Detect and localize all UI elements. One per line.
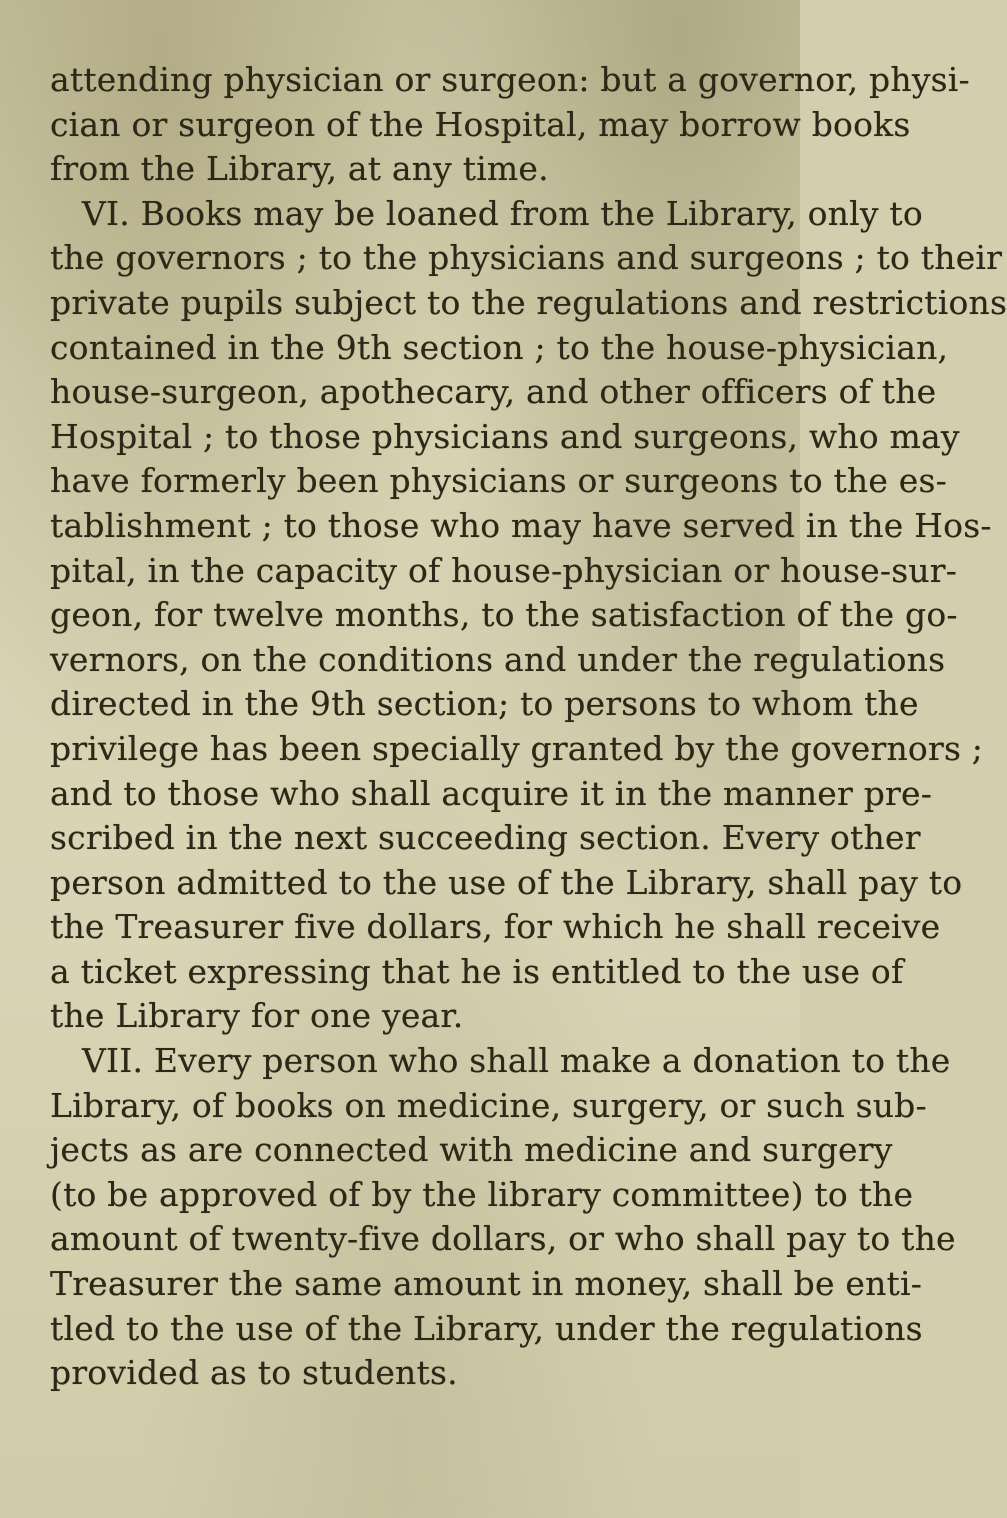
text-line: pital, in the capacity of house-physician or house-sur-	[50, 550, 958, 590]
text-line: the governors ; to the physicians and surgeons ; to their	[50, 238, 1003, 278]
text-line: cian or surgeon of the Hospital, may borrow books	[50, 104, 911, 144]
text-line: the Library for one year.	[50, 996, 464, 1036]
text-line: directed in the 9th section; to persons to whom the	[50, 684, 919, 724]
text-line: jects as are connected with medicine and surgery	[50, 1130, 893, 1170]
text-line: Library, of books on medicine, surgery, or such sub-	[50, 1085, 927, 1125]
text-line: private pupils subject to the regulations and restrictions	[50, 282, 1007, 322]
text-line: provided as to students.	[50, 1353, 458, 1393]
text-line: house-surgeon, apothecary, and other officers of the	[50, 372, 937, 412]
text-line: tled to the use of the Library, under the regulations	[50, 1308, 923, 1348]
section-vi-heading-line: VI. Books may be loaned from the Library, only to	[82, 193, 923, 233]
text-line: contained in the 9th section ; to the house-physician,	[50, 327, 949, 367]
text-line: and to those who shall acquire it in the manner pre-	[50, 773, 933, 813]
section-vii-heading-line: VII. Every person who shall make a donation to the	[82, 1041, 951, 1081]
text-line: a ticket expressing that he is entitled to the use of	[50, 951, 904, 991]
text-line: vernors, on the conditions and under the regulations	[50, 639, 946, 679]
text-line: (to be approved of by the library committee) to the	[50, 1174, 914, 1214]
text-line: from the Library, at any time.	[50, 149, 549, 189]
text-line: tablishment ; to those who may have served in the Hos-	[50, 505, 992, 545]
text-line: geon, for twelve months, to the satisfaction of the go-	[50, 595, 958, 635]
text-line: amount of twenty-five dollars, or who shall pay to the	[50, 1219, 956, 1259]
text-line: the Treasurer five dollars, for which he shall receive	[50, 907, 941, 947]
text-line: person admitted to the use of the Library, shall pay to	[50, 862, 963, 902]
text-line: attending physician or surgeon: but a governor, physi-	[50, 60, 970, 99]
document-text	[50, 58, 1007, 1396]
text-line: have formerly been physicians or surgeons to the es-	[50, 461, 948, 501]
text-line: privilege has been specially granted by the governors ;	[50, 728, 984, 768]
text-line: Hospital ; to those physicians and surgeons, who may	[50, 416, 960, 456]
text-line: Treasurer the same amount in money, shall be enti-	[50, 1264, 923, 1304]
text-line: scribed in the next succeeding section. Every other	[50, 818, 921, 858]
